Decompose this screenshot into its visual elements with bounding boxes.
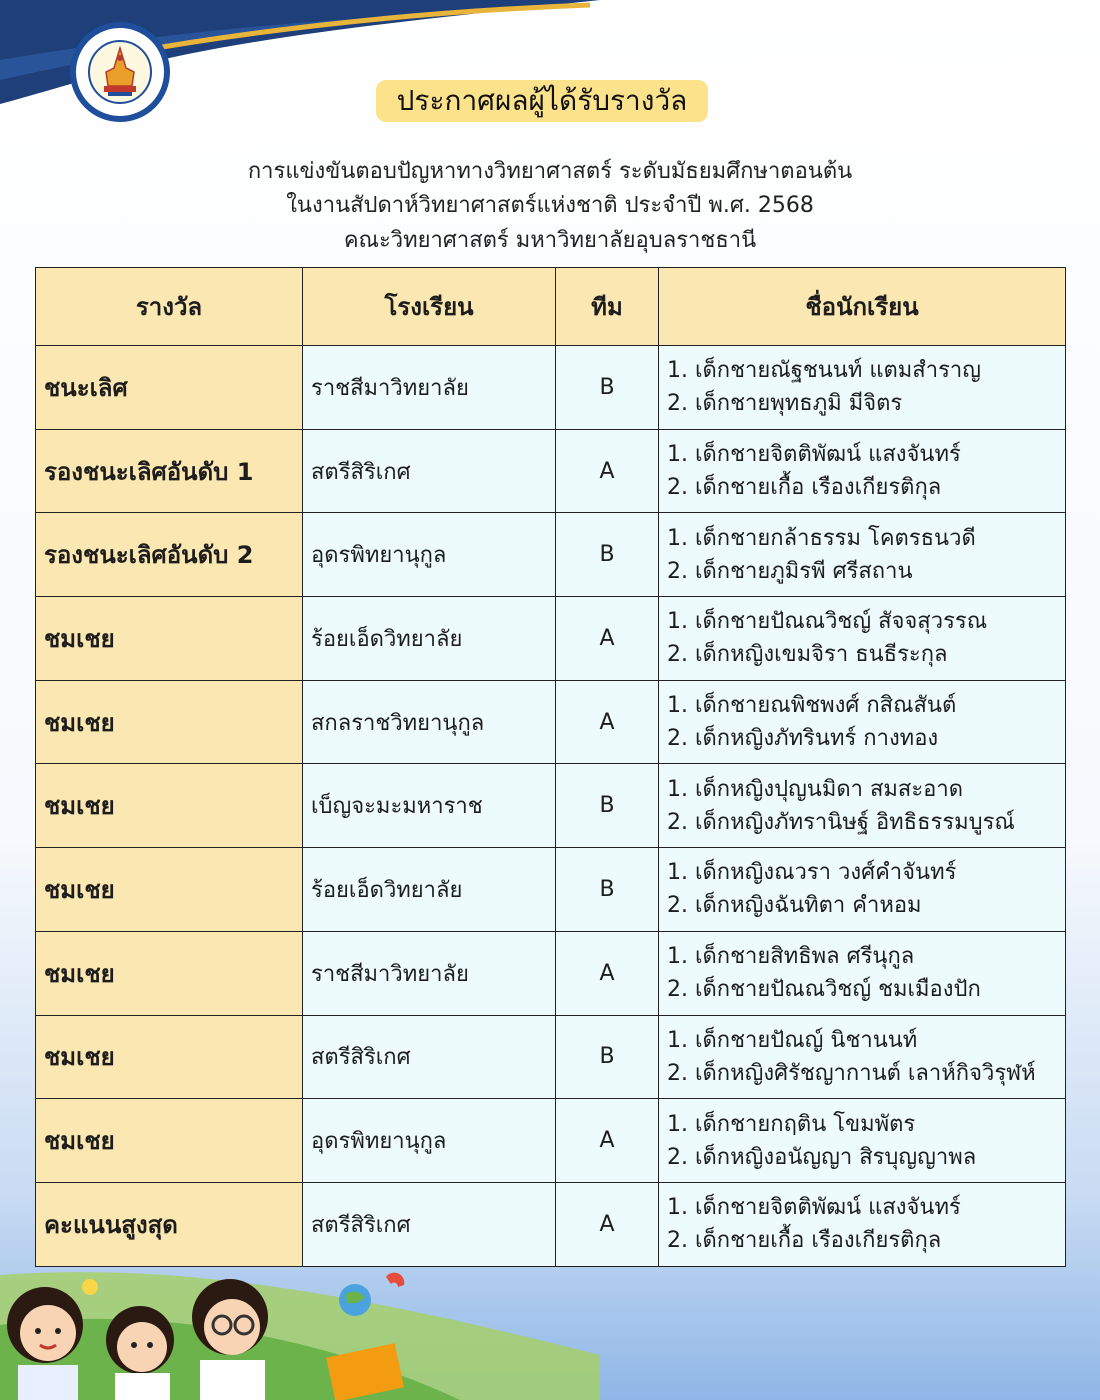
subtitle-line-3: คณะวิทยาศาสตร์ มหาวิทยาลัยอุบลราชธานี	[343, 228, 757, 253]
school-cell: ร้อยเอ็ดวิทยาลัย	[303, 848, 556, 932]
award-cell: ชมเชย	[36, 764, 303, 848]
table-row	[36, 1182, 1066, 1266]
student-name: 2. เด็กหญิงภัทรานิษฐ์ อิทธิธรรมบูรณ์	[667, 809, 1015, 835]
subtitle-line-1: การแข่งขันตอบปัญหาทางวิทยาศาสตร์ ระดับมัธยมศึกษาตอนต้น	[247, 159, 853, 184]
student-name: 1. เด็กชายสิทธิพล ศรีนุกูล	[667, 944, 915, 970]
table-row	[36, 1099, 1066, 1183]
results-table	[35, 267, 1066, 1267]
student-name: 2. เด็กชายภูมิรพี ศรีสถาน	[667, 558, 913, 584]
team-cell: A	[556, 1182, 659, 1266]
award-cell: ชมเชย	[36, 931, 303, 1015]
award-cell: รองชนะเลิศอันดับ 2	[36, 513, 303, 597]
team-cell: B	[556, 513, 659, 597]
student-name: 2. เด็กหญิงศิรัชญากานต์ เลาห์กิจวิรุฬห์	[667, 1060, 1036, 1086]
table-row	[36, 848, 1066, 932]
award-cell: ชมเชย	[36, 1015, 303, 1099]
school-cell: สตรีสิริเกศ	[303, 429, 556, 513]
students-cell	[659, 1182, 1066, 1266]
column-header-award: รางวัล	[36, 268, 303, 346]
girl-character-icon	[7, 1287, 83, 1400]
column-header-team: ทีม	[556, 268, 659, 346]
logo-emblem-icon	[76, 28, 164, 116]
school-cell: ร้อยเอ็ดวิทยาลัย	[303, 597, 556, 681]
table-header-row	[36, 268, 1066, 346]
table-row	[36, 931, 1066, 1015]
school-cell: ราชสีมาวิทยาลัย	[303, 346, 556, 430]
award-cell: คะแนนสูงสุด	[36, 1182, 303, 1266]
student-name: 1. เด็กชายกล้าธรรม โคตรธนวดี	[667, 525, 976, 551]
team-cell: A	[556, 931, 659, 1015]
students-cell	[659, 848, 1066, 932]
student-name: 1. เด็กหญิงณวรา วงศ์คำจันทร์	[667, 860, 957, 886]
student-name: 1. เด็กชายณพิชพงศ์ กสิณสันต์	[667, 693, 957, 719]
school-cell: ราชสีมาวิทยาลัย	[303, 931, 556, 1015]
page-title: ประกาศผลผู้ได้รับรางวัล	[376, 80, 708, 122]
team-cell: B	[556, 764, 659, 848]
school-cell: สตรีสิริเกศ	[303, 1015, 556, 1099]
award-cell: ชมเชย	[36, 680, 303, 764]
lightbulb-icon	[82, 1279, 98, 1295]
scientist-character-icon	[192, 1279, 268, 1400]
student-name: 1. เด็กหญิงปุญนมิดา สมสะอาด	[667, 776, 964, 802]
students-cell	[659, 597, 1066, 681]
award-cell: ชมเชย	[36, 1099, 303, 1183]
school-cell: อุดรพิทยานุกูล	[303, 1099, 556, 1183]
bottom-illustration	[0, 1265, 1100, 1400]
team-cell: B	[556, 346, 659, 430]
globe-icon	[339, 1284, 371, 1316]
team-cell: A	[556, 680, 659, 764]
student-name: 1. เด็กชายจิตติพัฒน์ แสงจันทร์	[667, 442, 961, 468]
student-name: 2. เด็กชายเกื้อ เรืองเกียรติกุล	[667, 1228, 942, 1254]
students-cell	[659, 429, 1066, 513]
student-name: 1. เด็กชายจิตติพัฒน์ แสงจันทร์	[667, 1195, 961, 1221]
award-cell: ชนะเลิศ	[36, 346, 303, 430]
table-row	[36, 597, 1066, 681]
award-cell: รองชนะเลิศอันดับ 1	[36, 429, 303, 513]
students-cell	[659, 1015, 1066, 1099]
student-name: 1. เด็กชายปัณญ์ นิชานนท์	[667, 1027, 918, 1053]
students-cell	[659, 346, 1066, 430]
subtitle-line-2: ในงานสัปดาห์วิทยาศาสตร์แห่งชาติ ประจำปี พ.ศ. 2568	[286, 193, 814, 218]
team-cell: A	[556, 597, 659, 681]
student-name: 2. เด็กหญิงฉันทิตา คำหอม	[667, 893, 922, 919]
table-row	[36, 429, 1066, 513]
student-name: 1. เด็กชายกฤติน โขมพัตร	[667, 1111, 916, 1137]
team-cell: B	[556, 1015, 659, 1099]
student-name: 2. เด็กหญิงเขมจิรา ธนธีระกุล	[667, 642, 948, 668]
team-cell: A	[556, 1099, 659, 1183]
table-row	[36, 764, 1066, 848]
award-cell: ชมเชย	[36, 848, 303, 932]
student-name: 2. เด็กชายพุทธภูมิ มีจิตร	[667, 391, 903, 417]
table-row	[36, 346, 1066, 430]
column-header-students: ชื่อนักเรียน	[659, 268, 1066, 346]
award-cell: ชมเชย	[36, 597, 303, 681]
students-cell	[659, 513, 1066, 597]
team-cell: A	[556, 429, 659, 513]
students-cell	[659, 931, 1066, 1015]
table-row	[36, 513, 1066, 597]
table-row	[36, 1015, 1066, 1099]
magnet-icon	[386, 1273, 404, 1287]
school-cell: เบ็ญจะมะมหาราช	[303, 764, 556, 848]
school-cell: สกลราชวิทยานุกูล	[303, 680, 556, 764]
students-cell	[659, 680, 1066, 764]
boy-character-icon	[106, 1306, 174, 1400]
school-cell: สตรีสิริเกศ	[303, 1182, 556, 1266]
column-header-school: โรงเรียน	[303, 268, 556, 346]
school-cell: อุดรพิทยานุกูล	[303, 513, 556, 597]
table-row	[36, 680, 1066, 764]
student-name: 2. เด็กหญิงอนัญญา สิรบุญญาพล	[667, 1144, 977, 1170]
faculty-logo	[70, 22, 170, 122]
team-cell: B	[556, 848, 659, 932]
student-name: 1. เด็กชายปัณณวิชญ์ สัจจสุวรรณ	[667, 609, 988, 635]
student-name: 2. เด็กชายเกื้อ เรืองเกียรติกุล	[667, 475, 942, 501]
students-cell	[659, 764, 1066, 848]
student-name: 1. เด็กชายณัฐชนนท์ แตมสำราญ	[667, 358, 982, 384]
student-name: 2. เด็กชายปัณณวิชญ์ ชมเมืองปัก	[667, 977, 981, 1003]
students-cell	[659, 1099, 1066, 1183]
student-name: 2. เด็กหญิงภัทรินทร์ กางทอง	[667, 726, 939, 752]
